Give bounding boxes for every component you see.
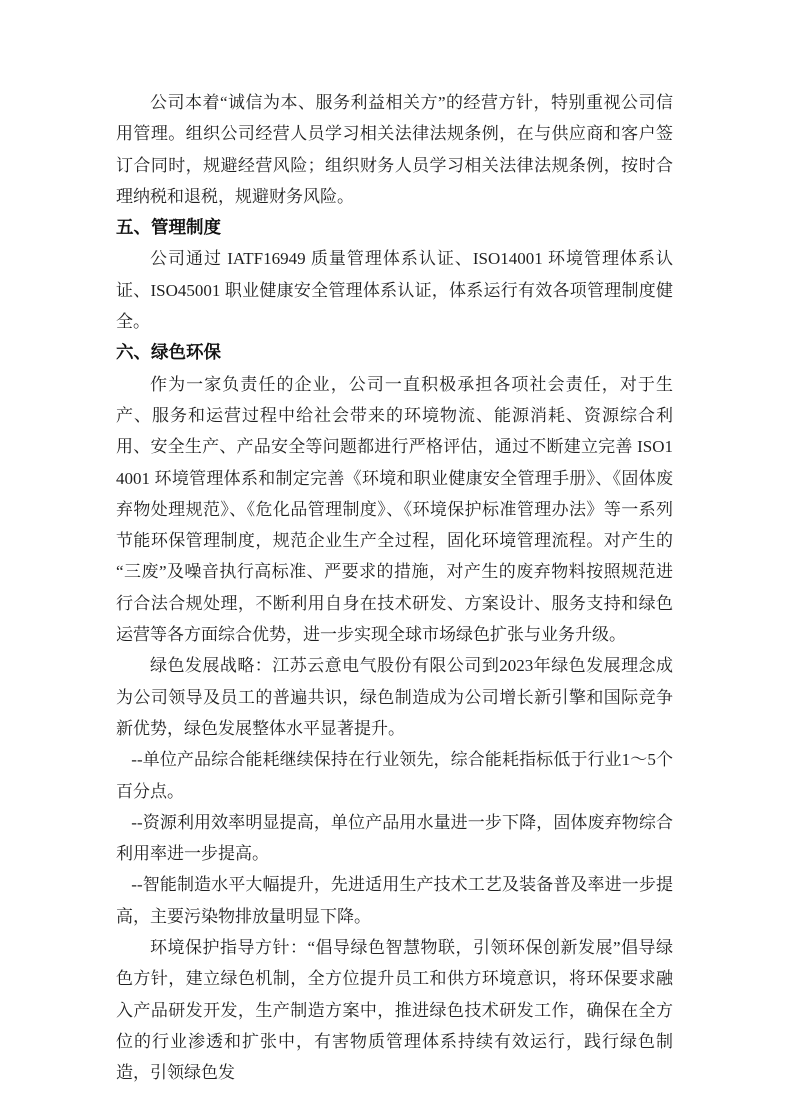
paragraph-green-development-strategy: 绿色发展战略：江苏云意电气股份有限公司到2023年绿色发展理念成为公司领导及员工的普遍共识，绿色制造成为公司增长新引擎和国际竞争新优势，绿色发展整体水平显著提升。: [116, 656, 673, 738]
paragraph-credit-management: 公司本着“诚信为本、服务利益相关方”的经营方针，特别重视公司信用管理。组织公司经营人员学习相关法律法规条例，在与供应商和客户签订合同时，规避经营风险；组织财务人员学习相关法律法规条例，按时合理纳税和退税，规避财务风险。: [116, 93, 673, 206]
paragraph-energy-consumption-target: --单位产品综合能耗继续保持在行业领先，综合能耗指标低于行业1～5个百分点。: [116, 750, 673, 801]
paragraph-resource-efficiency-target: --资源利用效率明显提高，单位产品用水量进一步下降，固体废弃物综合利用率进一步提高。: [116, 812, 673, 864]
section-heading-management-system: 五、管理制度: [116, 217, 221, 238]
paragraph-smart-manufacturing-target: --智能制造水平大幅提升，先进适用生产技术工艺及装备普及率进一步提高，主要污染物排放量明显下降。: [116, 875, 673, 926]
paragraph-social-responsibility: 作为一家负责任的企业，公司一直积极承担各项社会责任，对于生产、服务和运营过程中给社会带来的环境物流、能源消耗、资源综合利用、安全生产、产品安全等问题都进行严格评估，通过不断建立完善 ISO14001 环境管理体系和制定完善《环境和职业健康安全管理手册》、《固体废弃物处理规范》、《危化品管理制度》、《环境保护标准管理办法》等一系列节能环保管理制度，规范企业生产全过程，固化环境管理流程。对产生的“三废”及噪音执行高标准、严要求的措施，对产生的废弃物料按照规范进行合法合规处理，不断利用自身在技术研发、方案设计、服务支持和绿色运营等各方面综合优势，进一步实现全球市场绿色扩张与业务升级。: [116, 374, 673, 645]
paragraph-environmental-protection-policy: 环境保护指导方针：“倡导绿色智慧物联，引领环保创新发展”倡导绿色方针，建立绿色机制，全方位提升员工和供方环境意识，将环保要求融入产品研发开发，生产制造方案中，推进绿色技术研发工作，确保在全方位的行业渗透和扩张中，有害物质管理体系持续有效运行，践行绿色制造，引领绿色发: [116, 938, 673, 1083]
paragraph-certifications: 公司通过 IATF16949 质量管理体系认证、ISO14001 环境管理体系认证、ISO45001 职业健康安全管理体系认证，体系运行有效各项管理制度健全。: [116, 249, 673, 332]
section-heading-green-environment: 六、绿色环保: [116, 342, 221, 363]
